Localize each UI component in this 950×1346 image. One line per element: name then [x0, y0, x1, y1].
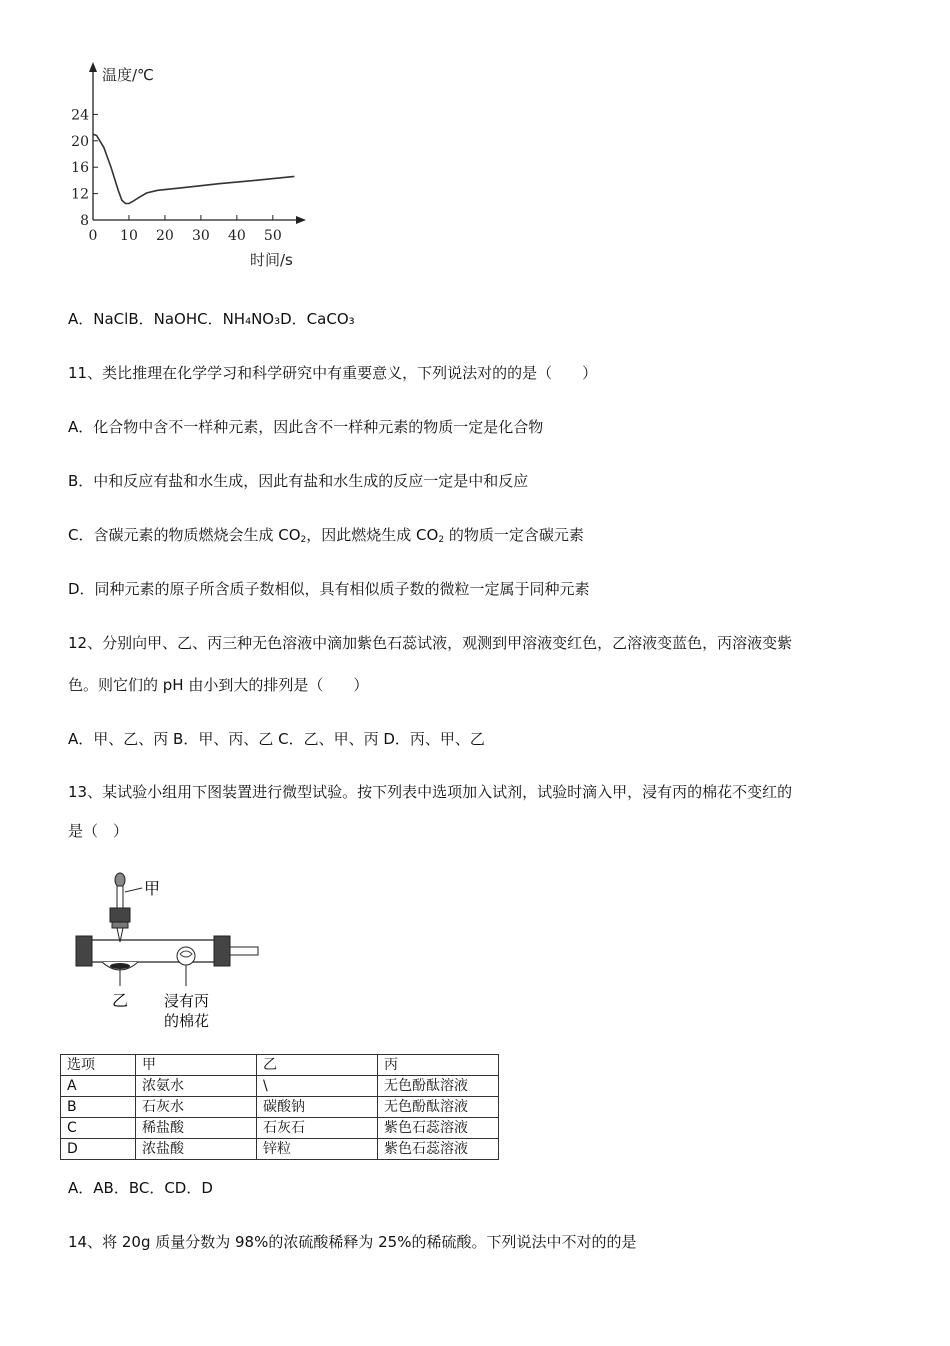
apparatus-diagram: [68, 868, 268, 1036]
q12-stem-line1: 12、分别向甲、乙、丙三种无色溶液中滴加紫色石蕊试液，观测到甲溶液变红色，乙溶液变蓝色，丙溶液变紫: [68, 634, 793, 652]
table-cell: 稀盐酸: [136, 1118, 257, 1139]
table-cell: 无色酚酞溶液: [378, 1076, 499, 1097]
temperature-curve: [93, 134, 294, 203]
table-row: [61, 1097, 499, 1118]
x-tick-label: 50: [263, 228, 282, 244]
table-cell: 无色酚酞溶液: [378, 1097, 499, 1118]
q11-option-b: B．中和反应有盐和水生成，因此有盐和水生成的反应一定是中和反应: [68, 472, 529, 490]
x-tick-label: 10: [120, 228, 138, 244]
table-cell: A: [61, 1076, 136, 1097]
table-cell: B: [61, 1097, 136, 1118]
table-cell: 石灰石: [257, 1118, 378, 1139]
x-tick-label: 0: [88, 228, 98, 244]
y-tick-label: 20: [71, 133, 89, 150]
table-cell: 紫色石蕊溶液: [378, 1118, 499, 1139]
dropper: [110, 873, 142, 942]
temperature-time-chart: [60, 58, 320, 273]
table-cell: 锌粒: [257, 1139, 378, 1160]
x-axis: [93, 216, 306, 224]
table-cell: 石灰水: [136, 1097, 257, 1118]
table-row: [61, 1139, 499, 1160]
table-row: [61, 1076, 499, 1097]
table-header-row: [61, 1055, 499, 1076]
q13-stem-line2: 是（ ）: [68, 822, 129, 840]
table-row: [61, 1118, 499, 1139]
q11-option-d: D．同种元素的原子所含质子数相似，具有相似质子数的微粒一定属于同种元素: [68, 580, 590, 598]
table-cell: C: [61, 1118, 136, 1139]
x-tick-label: 40: [227, 228, 246, 244]
table-cell: 丙: [378, 1055, 499, 1076]
q10-options: A．NaClB．NaOHC．NH₄NO₃D．CaCO₃: [68, 310, 355, 328]
q13-options-table: [60, 1054, 499, 1160]
label-yi: 乙: [112, 991, 129, 1010]
q12-options: A．甲、乙、丙 B．甲、丙、乙 C．乙、甲、丙 D．丙、甲、乙: [68, 730, 485, 748]
table-cell: D: [61, 1139, 136, 1160]
glass-tube: [76, 936, 258, 970]
table-cell: 浓氨水: [136, 1076, 257, 1097]
table-cell: 碳酸钠: [257, 1097, 378, 1118]
y-tick-label: 12: [71, 186, 89, 203]
table-cell: 甲: [136, 1055, 257, 1076]
y-ticks: [71, 107, 98, 229]
table-cell: 乙: [257, 1055, 378, 1076]
x-tick-label: 30: [191, 228, 210, 244]
label-bing-2: 的棉花: [164, 1012, 210, 1030]
q12-stem-line2: 色。则它们的 pH 由小到大的排列是（ ）: [68, 676, 369, 694]
q11-stem: 11、类比推理在化学学习和科学研究中有重要意义，下列说法对的的是（ ）: [68, 364, 598, 382]
table-cell: 浓盐酸: [136, 1139, 257, 1160]
y-tick-label: 16: [71, 160, 89, 177]
y-tick-label: 8: [80, 213, 89, 229]
label-bing-1: 浸有丙: [164, 992, 210, 1010]
x-tick-label: 20: [156, 228, 174, 244]
table-cell: 紫色石蕊溶液: [378, 1139, 499, 1160]
q11-option-c: C．含碳元素的物质燃烧会生成 $CO_2$，因此燃烧生成 $CO_2$ 的物质一定含碳元素: [68, 526, 584, 545]
x-axis-label: 时间/s: [250, 251, 293, 269]
label-jia: 甲: [144, 879, 161, 898]
cotton-ball: [177, 947, 195, 986]
table-cell: \: [257, 1076, 378, 1097]
y-axis-label: 温度/℃: [102, 66, 154, 84]
y-tick-label: 24: [71, 107, 89, 124]
q13-options: A．AB．BC．CD．D: [68, 1179, 213, 1197]
table-cell: 选项: [61, 1055, 136, 1076]
q11-option-a: A．化合物中含不一样种元素，因此含不一样种元素的物质一定是化合物: [68, 418, 544, 436]
q13-stem-line1: 13、某试验小组用下图装置进行微型试验。按下列表中选项加入试剂，试验时滴入甲，浸有丙的棉花不变红的: [68, 783, 793, 801]
q14-stem: 14、将 20g 质量分数为 98%的浓硫酸稀释为 25%的稀硫酸。下列说法中不对的的是: [68, 1233, 637, 1251]
